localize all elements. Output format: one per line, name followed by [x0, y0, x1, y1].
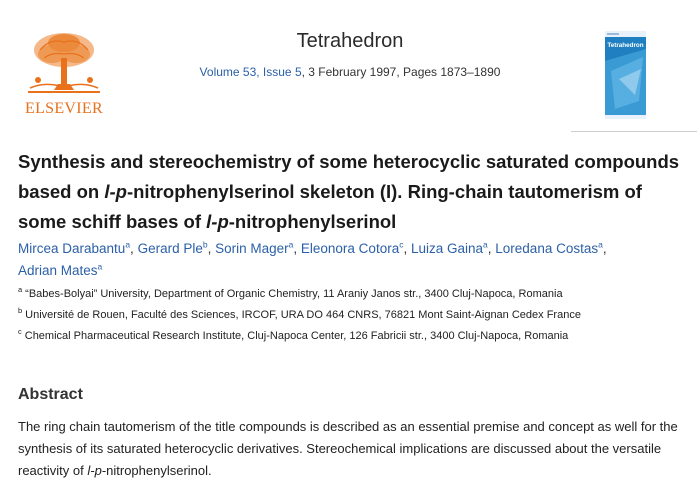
author-link[interactable]: Mircea Darabantu$^a$ — [18, 239, 131, 256]
abstract-text: The ring chain tautomerism of the title compounds is described as an essential premise and concept as well for the synthesis of its saturated heterocyclic derivatives. Stereochemical implications are discussed about the versatile reactivity of l-p-nitrophenylserinol. — [18, 419, 678, 478]
date-pages: , 3 February 1997, Pages 1873–1890 — [301, 65, 501, 79]
affiliation-item: $^a$ “Babes-Bolyai” University, Department of Organic Chemistry, 11 Araniy Janos str., 3400 Cluj-Napoca, Romania — [18, 285, 563, 300]
journal-info — [150, 30, 550, 79]
elsevier-logo[interactable] — [18, 28, 110, 120]
volume-issue-link[interactable]: Volume 53, Issue 5 — [199, 65, 302, 79]
header-divider — [571, 131, 697, 132]
author-link[interactable]: Adrian Mates$^a$ — [18, 261, 103, 278]
author-link[interactable]: Luiza Gaina$^a$ — [410, 239, 488, 256]
cover-title-text: Tetrahedron — [607, 42, 644, 49]
author-link[interactable]: Loredana Costas$^a$ — [495, 239, 603, 256]
author-link[interactable]: Gerard Ple$^b$ — [137, 239, 208, 256]
article-header — [0, 0, 697, 132]
author-link[interactable]: Eleonora Cotora$^c$ — [300, 239, 404, 256]
article-title: Synthesis and stereochemistry of some heterocyclic saturated compounds based on l-p-nitrophenylserinol skeleton (I). Ring-chain tautomerism of some schiff bases of l-p-nitrophenylserinol — [18, 151, 680, 232]
citation-line — [150, 65, 550, 79]
affiliation-item: $^c$ Chemical Pharmaceutical Research Institute, Cluj-Napoca Center, 126 Fabricii str., 3400 Cluj-Napoca, Romania — [18, 327, 569, 342]
elsevier-tree-icon — [18, 28, 110, 98]
affiliation-list — [18, 284, 688, 347]
journal-title-link[interactable]: Tetrahedron — [296, 30, 404, 52]
author-link[interactable]: Sorin Mager$^a$ — [215, 239, 294, 256]
author-list: Mircea Darabantu$^a$, Gerard Ple$^b$, Sorin Mager$^a$, Eleonora Cotora$^c$, Luiza Gaina$^a$, Loredana Costas$^a$, Adrian Mates$^a$ — [18, 239, 607, 278]
journal-cover-thumbnail[interactable] — [605, 31, 646, 119]
affiliation-item: $^b$ Université de Rouen, Faculté des Sciences, IRCOF, URA DO 464 CNRS, 76821 Mont Saint-Aignan Cedex France — [18, 306, 581, 321]
publisher-name: ELSEVIER — [25, 100, 103, 117]
abstract-heading: Abstract — [18, 386, 83, 403]
